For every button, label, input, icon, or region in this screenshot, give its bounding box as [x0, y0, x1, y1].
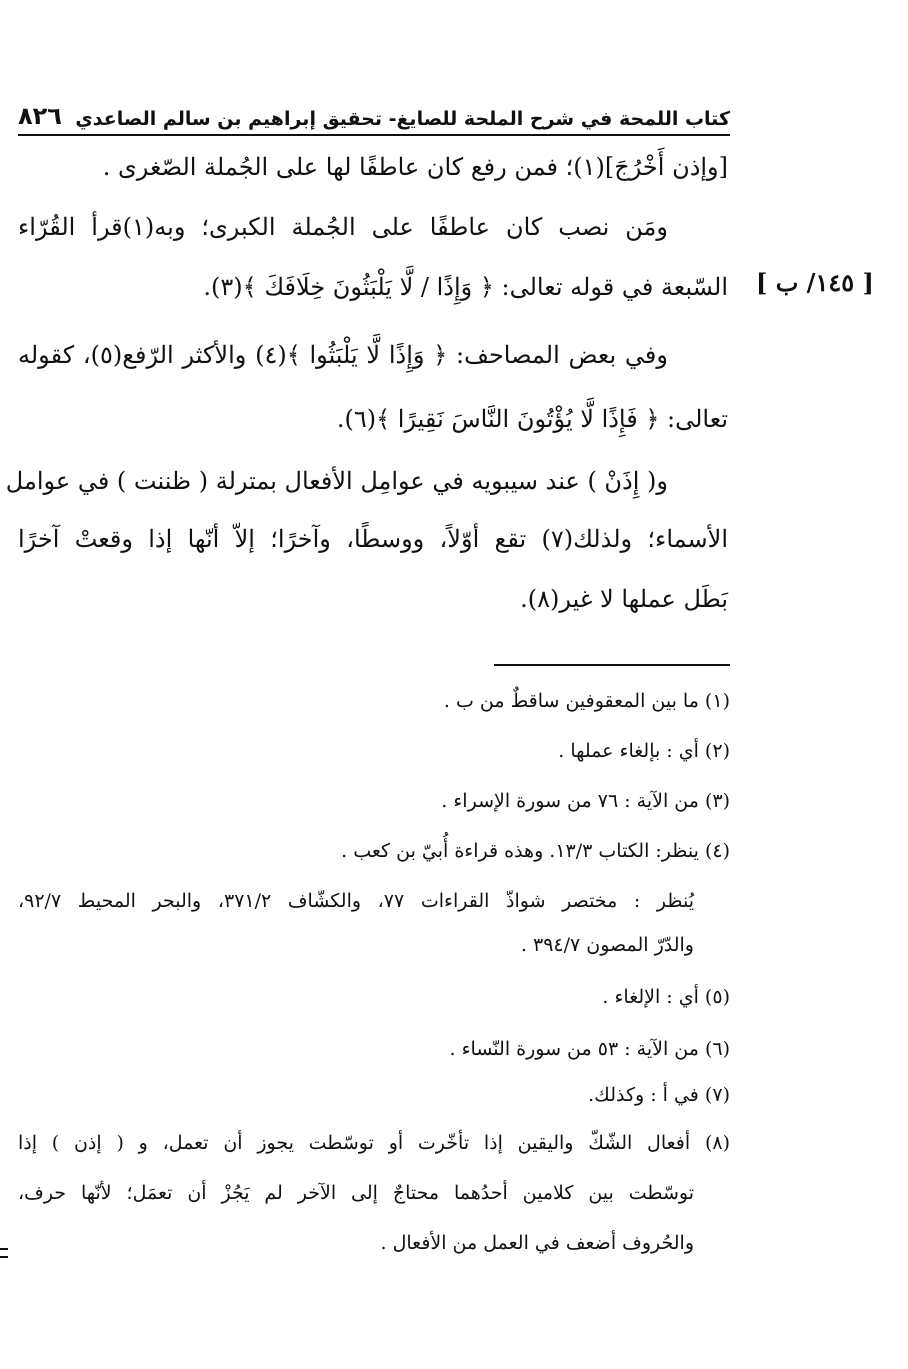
footnote-5: (٥) أي : الإلغاء . — [602, 986, 730, 1008]
manuscript-folio-note: [ ١٤٥/ ب ] — [756, 268, 874, 297]
body-line-2: ومَن نصب كان عاطفًا على الجُملة الكبرى؛ وبه(١)قرأ القُرّاء — [18, 213, 668, 241]
running-header — [18, 100, 730, 130]
footnote-2: (٢) أي : بإلغاء عملها . — [558, 740, 730, 762]
footnote-rule — [494, 664, 730, 666]
body-line-4: وفي بعض المصاحف: ﴿ وَإِذًا لَّا يَلْبَثُوا ﴾(٤) والأكثر الرّفع(٥)، كقوله — [18, 341, 668, 369]
footnote-8-continuation-1: توسّطت بين كلامين أحدُهما محتاجٌ إلى الآخر لم يَجُزْ أن تعمَل؛ لأنّها حرف، — [18, 1182, 694, 1204]
footnote-4: (٤) ينظر: الكتاب ١٣/٣. وهذه قراءة أُبيّ بن كعب . — [341, 840, 730, 862]
footnote-7: (٧) في أ : وكذلك. — [588, 1084, 730, 1106]
body-line-5: تعالى: ﴿ فَإِذًا لَّا يُؤْتُونَ النَّاسَ نَقِيرًا ﴾(٦). — [336, 405, 728, 433]
footnote-3: (٣) من الآية : ٧٦ من سورة الإسراء . — [441, 790, 730, 812]
footnote-8-continuation-2: والحُروف أضعف في العمل من الأفعال . — [380, 1232, 694, 1254]
page-number: ٨٢٦ — [18, 102, 62, 130]
footnote-4-continuation-2: والدّرّ المصون ٣٩٤/٧ . — [520, 934, 694, 956]
footnote-4-continuation-1: يُنظر : مختصر شواذّ القراءات ٧٧، والكشّاف ٣٧١/٢، والبحر المحيط ٩٢/٧، — [18, 890, 694, 912]
footnote-6: (٦) من الآية : ٥٣ من سورة النّساء . — [449, 1038, 730, 1060]
body-line-8: بَطَل عملها لا غير(٨). — [520, 585, 728, 613]
body-line-7: الأسماء؛ ولذلك(٧) تقع أوّلاً، ووسطًا، وآخرًا؛ إلاّ أنّها إذا وقعتْ آخرًا — [18, 525, 728, 553]
header-rule — [18, 134, 730, 136]
scan-edge-mark — [0, 1248, 8, 1258]
body-line-3: السّبعة في قوله تعالى: ﴿ وَإِذًا / لَّا يَلْبَثُونَ خِلَافَكَ ﴾(٣). — [203, 273, 728, 301]
body-line-6: و( إِذَنْ ) عند سيبويه في عوامِل الأفعال بمترلة ( ظننت ) في عوامل — [5, 467, 668, 495]
body-line-1: [وإذن أَخْرُجَ](١)؛ فمن رفع كان عاطفًا لها على الجُملة الصّغرى . — [102, 153, 728, 181]
book-title: كتاب اللمحة في شرح الملحة للصايغ- تحقيق إبراهيم بن سالم الصاعدي — [75, 108, 730, 130]
footnote-1: (١) ما بين المعقوفين ساقطٌ من ب . — [443, 690, 730, 712]
footnote-8: (٨) أفعال الشّكّ واليقين إذا تأخّرت أو توسّطت يجوز أن تعمل، و ( إذن ) إذا — [18, 1132, 730, 1154]
